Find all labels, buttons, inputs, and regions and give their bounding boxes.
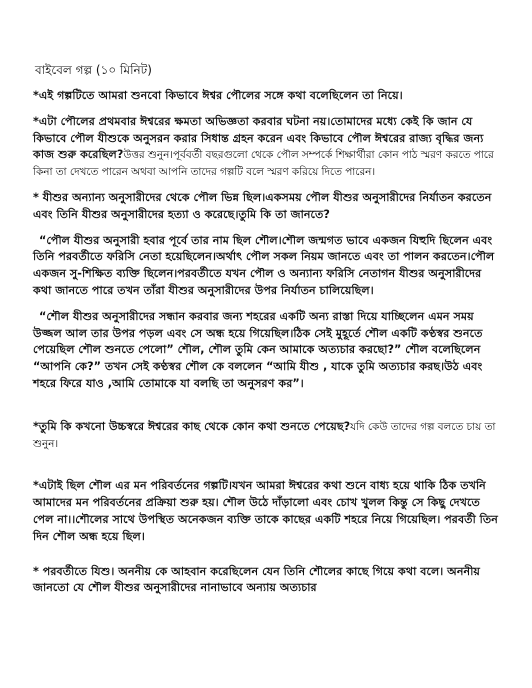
paragraph-text: *এটাই ছিল শৌল এর মন পরিবর্তনের গল্পটি।যখন আমরা ঈশ্বরের কথা শুনে বাধ্য হয়ে থাকি ঠিক তখনি আমাদের মন পরিবর্তনের প্রক্রিয়া শুরু হয়। শৌল উঠে দাঁড়ালো এবং চোখ খুলল কিন্তু সে কিছু দেখতে পেল না।।শৌলের সাথে উপস্থিত অনেকজন ব্যক্তি তাকে কাছের একটি শহরে নিয়ে গিয়েছিল। পরবর্তী তিন দিন শৌল অন্ধ হয়ে ছিল। (33, 479, 498, 543)
paragraph-persecution (33, 190, 502, 224)
paragraph-road-vision (33, 309, 502, 393)
paragraph-question-paul (33, 114, 502, 181)
paragraph-text: “পৌল যীশুর অনুসারী হবার পূর্বে তার নাম ছিল শৌল।শৌল জন্মগত ভাবে একজন যিহুদি ছিলেন এবং তিনি পরবর্তীতে ফরিসি নেতা হয়েছিলেন।অর্থাৎ পৌল সকল নিয়ম জানতে এবং তা পালন করতেন।পৌল একজন সু-শিক্ষিত ব্যক্তি ছিলেন।পরবর্তীতে যখন পৌল ও অন্যান্য ফরিসি নেতাগন যীশুর অনুসারীদের কথা জানতে পারে তখন তাঁরা যীশুর অনুসারীদের উপর নির্যাতন চালিয়েছিল। (33, 233, 495, 297)
paragraph-text: *এটা পৌলের প্রথমবার ঈশ্বরের ক্ষমতা অভিজ্ঞতা করবার ঘটনা নয়।তোমাদের মধ্যে কেই কি জান যে কিভাবে পৌল যীশুকে অনুসরন করার সিধান্ত গ্রহন করেন এবং কিভাবে পৌল ঈশ্বরের রাজ্য বৃদ্ধির জন্য কাজ শুরু করেছিল? (33, 114, 484, 162)
paragraph-text: * পরবর্তীতে যিশু। অননীয় কে আহবান করেছিলেন যেন তিনি শৌলের কাছে গিয়ে কথা বলে। অননীয় জানতো যে শৌল যীশুর অনুসারীদের নানাভাবে অন্যায় অত্যচার (33, 564, 481, 595)
document-title: বাইবেল গল্প (১০ মিনিট) (35, 63, 152, 77)
paragraph-instruction: যদি কেউ তাদের গল্প বলতে চায় তা শুনুন। (33, 420, 496, 450)
paragraph-ananias (33, 564, 502, 598)
paragraph-saul-background (33, 233, 502, 300)
paragraph-text: “শৌল যীশুর অনুসারীদের সন্ধান করবার জন্য শহরের একটি অন্য রাস্তা দিয়ে যাচ্ছিলেন এমন সময় উজ্জল আল তার উপর পড়ল এবং সে অন্ধ হয়ে গিয়েছিল।ঠিক সেই মুহূর্তে শৌল একটি কণ্ঠস্বর শুনতে পেয়েছিল শৌল শুনতে পেলো” শৌল, শৌল তুমি কেন আমাকে অত্যচার করছো?” শৌল বলেছিলেন “আপনি কে?” তখন সেই কণ্ঠস্বর শৌল কে বললেন “আমি যীশু , যাকে তুমি অত্যচার করছ।উঠ এবং শহরে ফিরে যাও ,আমি তোমাকে যা বলছি তা অনুসরণ কর”। (33, 309, 483, 390)
paragraph-conversion (33, 478, 502, 545)
paragraph-intro (33, 88, 502, 105)
paragraph-text: *তুমি কি কখনো উচ্চস্বরে ঈশ্বরের কাছ থেকে কোন কথা শুনতে পেয়েছ? (33, 419, 351, 433)
paragraph-text: * যীশুর অন্যান্য অনুসারীদের থেকে পৌল ভিন্ন ছিল।একসময় পৌল যীশুর অনুসারীদের নির্যাতন করতেন এবং তিনি যীশুর অনুসারীদের হত্যা ও করেছে।তুমি কি তা জানতে? (33, 190, 492, 221)
paragraph-text: *এই গল্পটিতে আমরা শুনবো কিভাবে ঈশ্বর পৌলের সঙ্গে কথা বলেছিলেন তা নিয়ে। (33, 89, 403, 102)
paragraph-instruction: উত্তর শুনুন।পূর্ববর্তী বছরগুলো থেকে পৌল সম্পর্কে শিক্ষার্থীরা কোন পাঠ স্মরণ করতে পারে কিনা তা দেখতে পারেন অথবা আপনি তাদের গল্পটি বলে স্মরণ করিয়ে দিতে পারেন। (33, 149, 494, 179)
paragraph-heard-god (33, 419, 502, 453)
